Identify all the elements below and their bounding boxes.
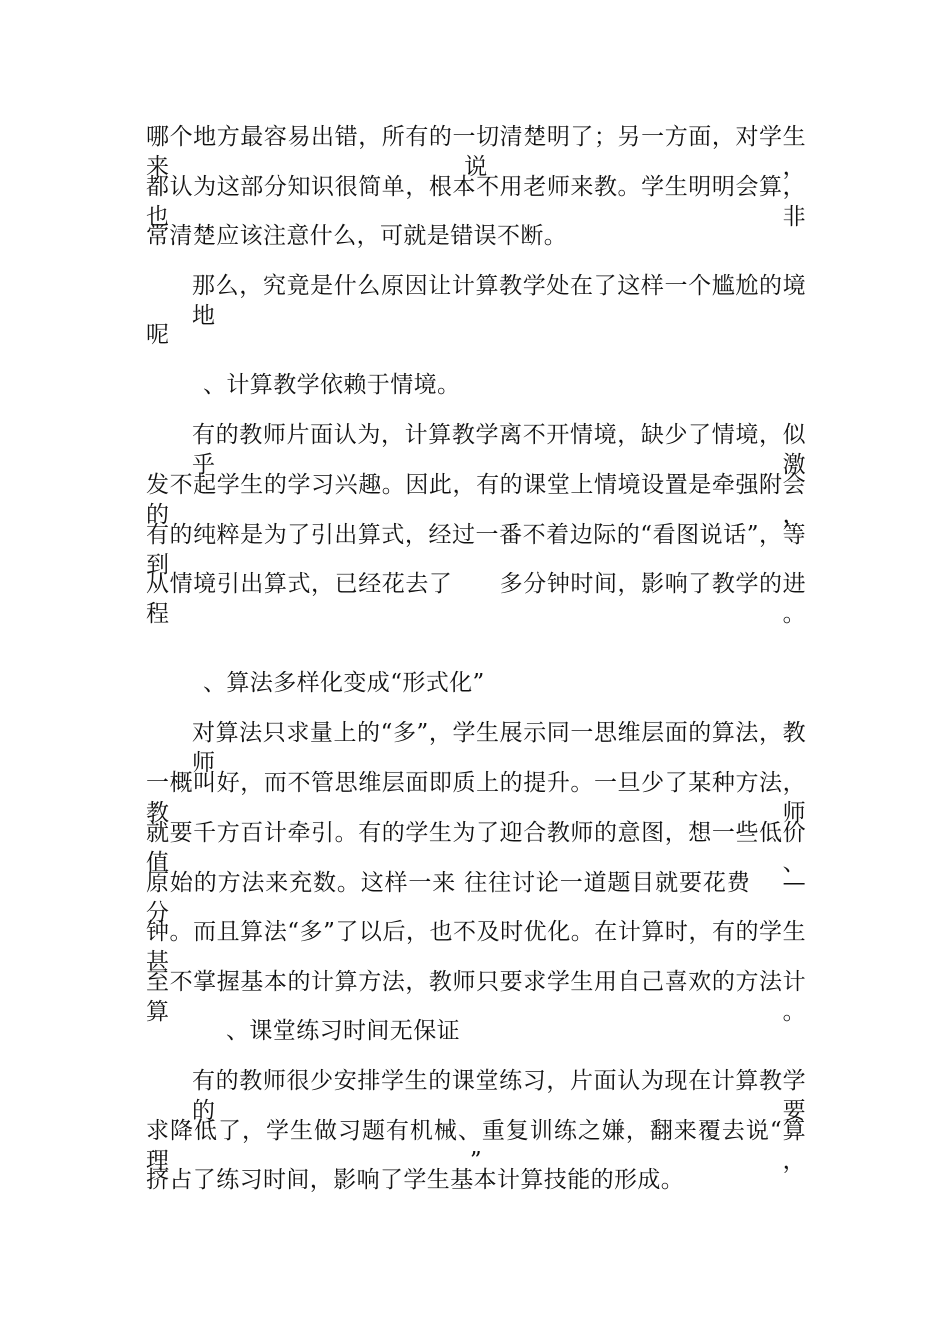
text-line: 求降低了，学生做习题有机械、重复训练之嫌，翻来覆去说“算理”， [146, 1118, 806, 1174]
text-line: 从情境引出算式，已经花去了 多分钟时间，影响了教学的进程。 [146, 571, 806, 627]
text-line: 至不掌握基本的计算方法，教师只要求学生用自己喜欢的方法计算。 [146, 969, 806, 1025]
paragraph-first-line: 对算法只求量上的“多”，学生展示同一思维层面的算法，教师 [192, 720, 806, 776]
section-heading: 、计算教学依赖于情境。 [203, 372, 461, 398]
text-line: 钟。而且算法“多”了以后，也不及时优化。在计算时，有的学生甚 [146, 919, 806, 975]
text-line: 有的纯粹是为了引出算式，经过一番不着边际的“看图说话”，等到 [146, 522, 806, 578]
paragraph-first-line: 那么，究竟是什么原因让计算教学处在了这样一个尴尬的境地 [192, 273, 806, 329]
text-line: 哪个地方最容易出错，所有的一切清楚明了；另一方面，对学生来说， [146, 124, 806, 180]
text-line: 发不起学生的学习兴趣。因此，有的课堂上情境设置是牵强附会的， [146, 472, 806, 528]
section-heading: 、算法多样化变成“形式化” [203, 670, 485, 696]
section-heading: 、课堂练习时间无保证 [226, 1018, 460, 1044]
text-line: 都认为这部分知识很简单，根本不用老师来教。学生明明会算，也非 [146, 174, 806, 230]
text-line: 就要千方百计牵引。有的学生为了迎合教师的意图，想一些低价值、 [146, 820, 806, 876]
paragraph-first-line: 有的教师片面认为，计算教学离不开情境，缺少了情境，似乎激 [192, 422, 806, 478]
text-line: 一概叫好，而不管思维层面即质上的提升。一旦少了某种方法，教师 [146, 770, 806, 826]
text-line: 呢 [146, 322, 170, 348]
text-line: 挤占了练习时间，影响了学生基本计算技能的形成。 [146, 1167, 685, 1193]
text-line: 原始的方法来充数。这样一来 往往讨论一道题目就要花费 — 分 [146, 870, 838, 926]
paragraph-first-line: 有的教师很少安排学生的课堂练习，片面认为现在计算教学的要 [192, 1068, 806, 1124]
text-line: 常清楚应该注意什么，可就是错误不断。 [146, 223, 568, 249]
